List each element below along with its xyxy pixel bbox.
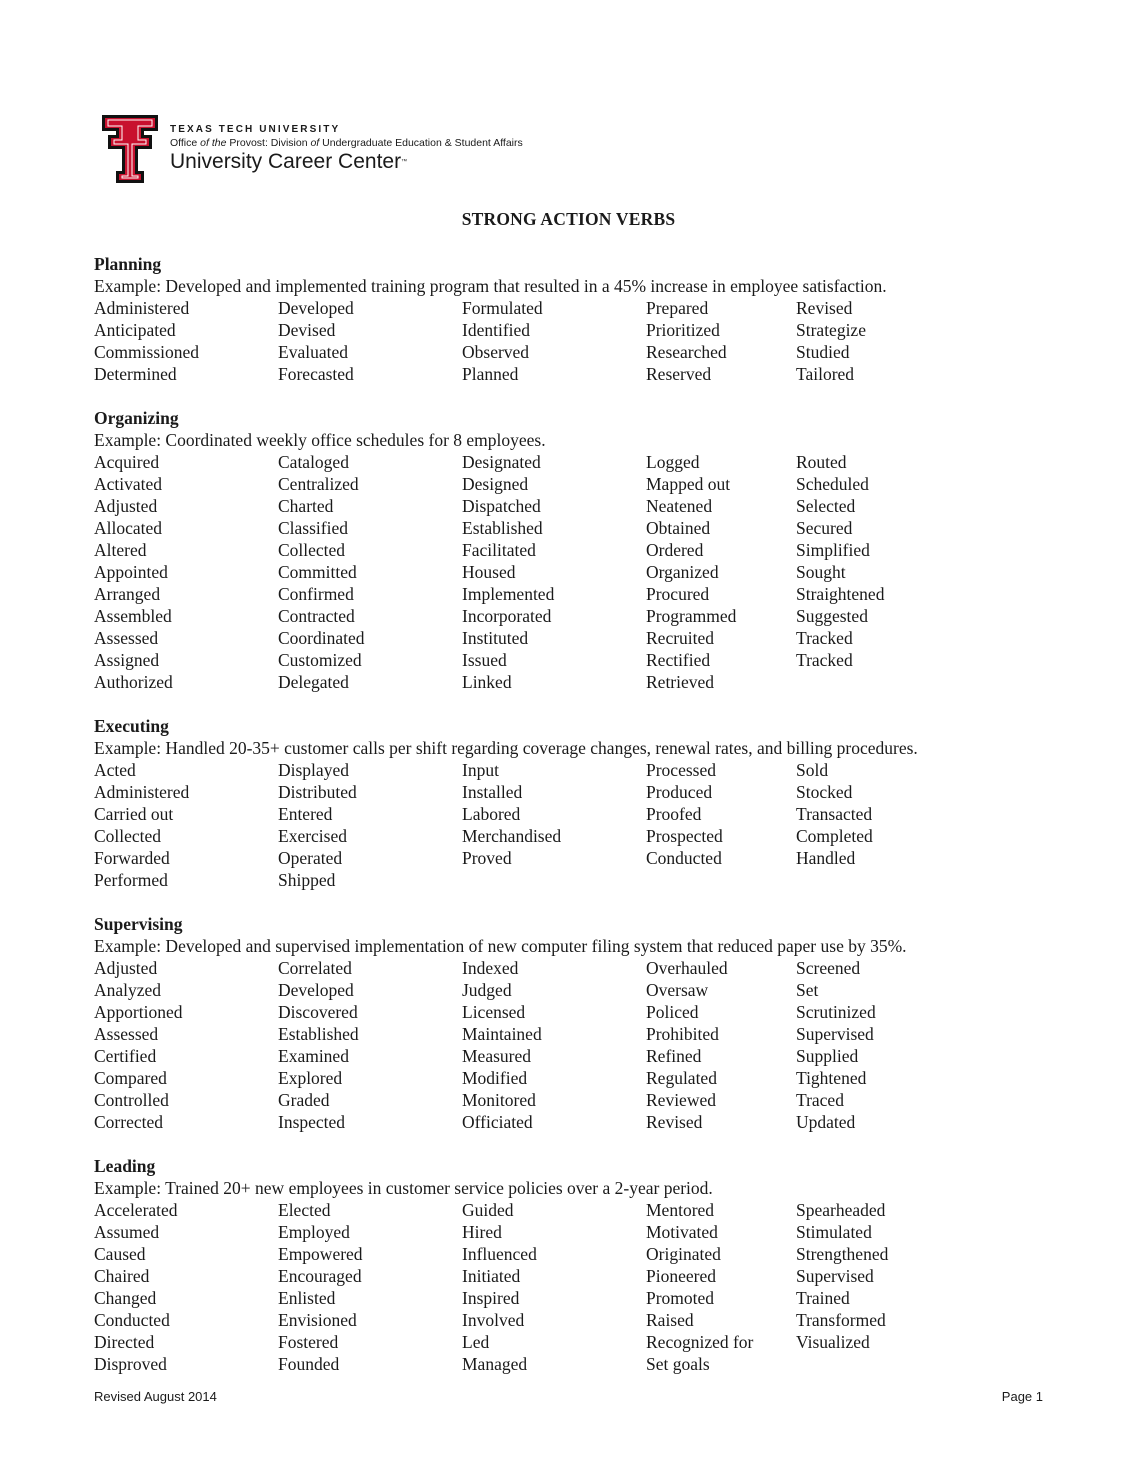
verb-cell: Modified	[462, 1068, 528, 1088]
verb-cell: Programmed	[646, 606, 737, 626]
verb-cell: Facilitated	[462, 540, 536, 560]
verb-cell: Cataloged	[278, 452, 349, 472]
verb-cell: Commissioned	[94, 342, 200, 362]
verb-cell: Certified	[94, 1046, 157, 1066]
verb-cell: Distributed	[278, 782, 357, 802]
verb-row	[94, 1001, 1054, 1023]
section-title: Executing	[94, 716, 169, 736]
verb-cell: Inspected	[278, 1112, 346, 1132]
verb-cell: Dispatched	[462, 496, 541, 516]
verb-cell: Motivated	[646, 1222, 718, 1242]
letterhead	[102, 115, 602, 185]
office-line: Office of the Provost: Division of Undergraduate Education & Student Affairs	[170, 137, 523, 149]
verb-row	[94, 1089, 1054, 1111]
section-executing	[94, 715, 1054, 891]
verb-cell: Planned	[462, 364, 519, 384]
verb-cell: Screened	[796, 958, 861, 978]
verb-row	[94, 1023, 1054, 1045]
verb-cell: Traced	[796, 1090, 844, 1110]
verb-row	[94, 1309, 1054, 1331]
verb-cell: Founded	[278, 1354, 340, 1374]
verb-cell: Oversaw	[646, 980, 709, 1000]
verb-cell: Reserved	[646, 364, 712, 384]
verb-cell: Officiated	[462, 1112, 533, 1132]
verb-cell: Strategize	[796, 320, 866, 340]
verb-row	[94, 1067, 1054, 1089]
verb-cell: Involved	[462, 1310, 525, 1330]
verb-cell: Recruited	[646, 628, 715, 648]
revision-date: Revised August 2014	[94, 1389, 217, 1404]
verb-cell: Visualized	[796, 1332, 870, 1352]
verb-cell: Appointed	[94, 562, 168, 582]
section-title: Planning	[94, 254, 162, 274]
verb-cell: Developed	[278, 980, 354, 1000]
verb-cell: Exercised	[278, 826, 347, 846]
verb-cell: Examined	[278, 1046, 349, 1066]
verb-cell: Prioritized	[646, 320, 720, 340]
verb-cell: Carried out	[94, 804, 174, 824]
verb-cell: Prepared	[646, 298, 709, 318]
verb-row	[94, 517, 1054, 539]
verb-row	[94, 1353, 1054, 1375]
verb-cell: Suggested	[796, 606, 868, 626]
verb-cell: Acted	[94, 760, 136, 780]
verb-row	[94, 451, 1054, 473]
verb-cell: Acquired	[94, 452, 160, 472]
verb-cell: Apportioned	[94, 1002, 183, 1022]
verb-cell: Proved	[462, 848, 512, 868]
section-title: Organizing	[94, 408, 179, 428]
verb-row	[94, 539, 1054, 561]
verb-cell: Maintained	[462, 1024, 542, 1044]
verb-cell: Designed	[462, 474, 529, 494]
verb-cell: Sought	[796, 562, 846, 582]
verb-row	[94, 1221, 1054, 1243]
verb-cell: Centralized	[278, 474, 359, 494]
verb-cell: Transacted	[796, 804, 873, 824]
verb-cell: Evaluated	[278, 342, 348, 362]
verb-cell: Coordinated	[278, 628, 365, 648]
verb-cell: Simplified	[796, 540, 870, 560]
verb-cell: Labored	[462, 804, 521, 824]
verb-cell: Updated	[796, 1112, 856, 1132]
verb-cell: Stocked	[796, 782, 853, 802]
verb-cell: Assigned	[94, 650, 160, 670]
verb-cell: Classified	[278, 518, 348, 538]
verb-row	[94, 297, 1054, 319]
section-example: Example: Coordinated weekly office schedules for 8 employees.	[94, 430, 546, 450]
verb-row	[94, 627, 1054, 649]
verb-cell: Hired	[462, 1222, 502, 1242]
section-planning	[94, 253, 1054, 385]
verb-row	[94, 1265, 1054, 1287]
verb-cell: Indexed	[462, 958, 519, 978]
verb-cell: Supervised	[796, 1024, 874, 1044]
verb-cell: Enlisted	[278, 1288, 336, 1308]
verb-cell: Handled	[796, 848, 856, 868]
verb-cell: Employed	[278, 1222, 350, 1242]
career-center-name: University Career Center™	[170, 150, 408, 173]
verb-cell: Encouraged	[278, 1266, 362, 1286]
verb-cell: Policed	[646, 1002, 699, 1022]
verb-cell: Explored	[278, 1068, 343, 1088]
verb-cell: Identified	[462, 320, 531, 340]
verb-cell	[796, 671, 996, 693]
verb-cell: Correlated	[278, 958, 352, 978]
verb-cell: Strengthened	[796, 1244, 889, 1264]
verb-cell: Assembled	[94, 606, 172, 626]
verb-cell: Licensed	[462, 1002, 526, 1022]
verb-cell: Guided	[462, 1200, 514, 1220]
verb-cell	[796, 869, 996, 891]
verb-cell: Forwarded	[94, 848, 170, 868]
verb-row	[94, 561, 1054, 583]
verb-row	[94, 957, 1054, 979]
section-leading	[94, 1155, 1054, 1375]
verb-cell: Observed	[462, 342, 530, 362]
document-title: STRONG ACTION VERBS	[461, 209, 676, 229]
verb-cell: Collected	[94, 826, 162, 846]
verb-row	[94, 781, 1054, 803]
section-title: Supervising	[94, 914, 183, 934]
verb-cell: Customized	[278, 650, 362, 670]
verb-row	[94, 1331, 1054, 1353]
verb-cell: Conducted	[94, 1310, 170, 1330]
verb-cell: Led	[462, 1332, 490, 1352]
verb-cell: Revised	[646, 1112, 703, 1132]
verb-cell: Accelerated	[94, 1200, 178, 1220]
verb-cell: Delegated	[278, 672, 349, 692]
verb-cell: Conducted	[646, 848, 722, 868]
verb-cell: Adjusted	[94, 958, 158, 978]
verb-cell: Corrected	[94, 1112, 163, 1132]
section-supervising	[94, 913, 1054, 1133]
section-title: Leading	[94, 1156, 156, 1176]
verb-cell	[796, 1353, 996, 1375]
verb-cell: Devised	[278, 320, 336, 340]
verb-cell: Prospected	[646, 826, 723, 846]
verb-cell: Allocated	[94, 518, 163, 538]
verb-cell: Established	[278, 1024, 359, 1044]
verb-cell: Tightened	[796, 1068, 867, 1088]
university-name: TEXAS TECH UNIVERSITY	[170, 124, 341, 135]
verb-cell: Performed	[94, 870, 168, 890]
verb-cell: Entered	[278, 804, 333, 824]
section-example: Example: Trained 20+ new employees in customer service policies over a 2-year period.	[94, 1178, 713, 1198]
verb-cell: Established	[462, 518, 543, 538]
verb-cell: Input	[462, 760, 499, 780]
verb-row	[94, 759, 1054, 781]
verb-cell: Set	[796, 980, 819, 1000]
verb-cell: Transformed	[796, 1310, 886, 1330]
verb-row	[94, 473, 1054, 495]
verb-row	[94, 1045, 1054, 1067]
verb-cell: Designated	[462, 452, 541, 472]
verb-cell: Operated	[278, 848, 343, 868]
verb-row	[94, 605, 1054, 627]
verb-cell: Prohibited	[646, 1024, 719, 1044]
verb-cell: Scheduled	[796, 474, 869, 494]
verb-cell: Anticipated	[94, 320, 176, 340]
verb-cell: Empowered	[278, 1244, 363, 1264]
verb-cell: Completed	[796, 826, 873, 846]
verb-cell: Retrieved	[646, 672, 715, 692]
verb-cell: Tailored	[796, 364, 855, 384]
verb-row	[94, 803, 1054, 825]
double-t-logo	[102, 115, 158, 183]
verb-cell: Neatened	[646, 496, 713, 516]
verb-cell: Rectified	[646, 650, 711, 670]
verb-cell: Spearheaded	[796, 1200, 886, 1220]
verb-cell: Regulated	[646, 1068, 717, 1088]
verb-cell: Committed	[278, 562, 357, 582]
verb-row	[94, 671, 1054, 693]
verb-cell: Formulated	[462, 298, 543, 318]
verb-row	[94, 583, 1054, 605]
verb-cell: Disproved	[94, 1354, 167, 1374]
verb-cell: Analyzed	[94, 980, 162, 1000]
verb-cell: Tracked	[796, 628, 853, 648]
verb-row	[94, 495, 1054, 517]
verb-cell: Instituted	[462, 628, 529, 648]
verb-cell: Displayed	[278, 760, 349, 780]
section-example: Example: Developed and supervised implementation of new computer filing system that reduced paper use by 35%.	[94, 936, 907, 956]
verb-cell: Judged	[462, 980, 512, 1000]
verb-cell: Set goals	[646, 1354, 710, 1374]
verb-cell: Proofed	[646, 804, 702, 824]
verb-cell: Contracted	[278, 606, 355, 626]
verb-cell: Controlled	[94, 1090, 169, 1110]
verb-cell: Chaired	[94, 1266, 150, 1286]
verb-cell: Supplied	[796, 1046, 859, 1066]
verb-row	[94, 319, 1054, 341]
verb-cell: Pioneered	[646, 1266, 716, 1286]
verb-cell: Assumed	[94, 1222, 160, 1242]
verb-cell: Managed	[462, 1354, 528, 1374]
verb-cell: Measured	[462, 1046, 532, 1066]
verb-cell: Obtained	[646, 518, 711, 538]
verb-cell: Straightened	[796, 584, 885, 604]
verb-cell: Authorized	[94, 672, 173, 692]
verb-cell: Arranged	[94, 584, 161, 604]
verb-cell: Raised	[646, 1310, 694, 1330]
verb-cell	[646, 869, 796, 891]
verb-cell: Directed	[94, 1332, 155, 1352]
verb-cell: Reviewed	[646, 1090, 716, 1110]
verb-cell: Installed	[462, 782, 523, 802]
verb-cell: Fostered	[278, 1332, 339, 1352]
verb-cell: Forecasted	[278, 364, 354, 384]
verb-cell: Assessed	[94, 1024, 159, 1044]
verb-cell: Routed	[796, 452, 847, 472]
section-organizing	[94, 407, 1054, 693]
verb-row	[94, 979, 1054, 1001]
verb-row	[94, 1111, 1054, 1133]
verb-cell: Issued	[462, 650, 507, 670]
verb-cell: Logged	[646, 452, 700, 472]
verb-cell: Housed	[462, 562, 516, 582]
verb-row	[94, 1243, 1054, 1265]
verb-cell: Initiated	[462, 1266, 521, 1286]
verb-cell: Influenced	[462, 1244, 537, 1264]
verb-cell: Determined	[94, 364, 177, 384]
verb-row	[94, 649, 1054, 671]
verb-cell: Studied	[796, 342, 850, 362]
verb-cell: Processed	[646, 760, 716, 780]
verb-sections	[94, 253, 1054, 1397]
verb-cell: Mapped out	[646, 474, 731, 494]
verb-cell: Ordered	[646, 540, 704, 560]
verb-cell: Monitored	[462, 1090, 536, 1110]
verb-cell: Developed	[278, 298, 354, 318]
verb-cell: Trained	[796, 1288, 850, 1308]
verb-cell: Adjusted	[94, 496, 158, 516]
verb-cell: Incorporated	[462, 606, 552, 626]
verb-cell: Implemented	[462, 584, 555, 604]
verb-cell: Recognized for	[646, 1332, 754, 1352]
verb-cell: Overhauled	[646, 958, 728, 978]
verb-cell: Compared	[94, 1068, 167, 1088]
verb-row	[94, 363, 1054, 385]
verb-cell: Graded	[278, 1090, 330, 1110]
verb-row	[94, 869, 1054, 891]
verb-row	[94, 1287, 1054, 1309]
verb-cell: Organized	[646, 562, 719, 582]
verb-cell: Promoted	[646, 1288, 715, 1308]
verb-cell: Refined	[646, 1046, 702, 1066]
verb-cell: Secured	[796, 518, 853, 538]
verb-cell: Scrutinized	[796, 1002, 876, 1022]
verb-cell: Administered	[94, 782, 190, 802]
verb-cell: Envisioned	[278, 1310, 357, 1330]
verb-row	[94, 825, 1054, 847]
verb-cell: Sold	[796, 760, 829, 780]
verb-cell	[462, 869, 646, 891]
verb-cell: Collected	[278, 540, 346, 560]
verb-cell: Administered	[94, 298, 190, 318]
verb-cell: Inspired	[462, 1288, 520, 1308]
verb-cell: Merchandised	[462, 826, 562, 846]
verb-cell: Produced	[646, 782, 713, 802]
verb-cell: Caused	[94, 1244, 146, 1264]
verb-cell: Changed	[94, 1288, 157, 1308]
section-example: Example: Handled 20-35+ customer calls per shift regarding coverage changes, renewal rates, and billing procedures.	[94, 738, 918, 758]
section-example: Example: Developed and implemented training program that resulted in a 45% increase in employee satisfaction.	[94, 276, 887, 296]
verb-row	[94, 341, 1054, 363]
verb-cell: Mentored	[646, 1200, 715, 1220]
verb-cell: Researched	[646, 342, 727, 362]
verb-row	[94, 1199, 1054, 1221]
verb-row	[94, 847, 1054, 869]
verb-cell: Shipped	[278, 870, 336, 890]
verb-cell: Activated	[94, 474, 163, 494]
verb-cell: Altered	[94, 540, 147, 560]
verb-cell: Procured	[646, 584, 710, 604]
verb-cell: Confirmed	[278, 584, 354, 604]
verb-cell: Elected	[278, 1200, 331, 1220]
verb-cell: Tracked	[796, 650, 853, 670]
verb-cell: Stimulated	[796, 1222, 872, 1242]
verb-cell: Discovered	[278, 1002, 358, 1022]
verb-cell: Originated	[646, 1244, 721, 1264]
verb-cell: Charted	[278, 496, 334, 516]
verb-cell: Assessed	[94, 628, 159, 648]
verb-cell: Linked	[462, 672, 512, 692]
verb-cell: Supervised	[796, 1266, 874, 1286]
verb-cell: Revised	[796, 298, 853, 318]
verb-cell: Selected	[796, 496, 856, 516]
page-number: Page 1	[1001, 1389, 1043, 1404]
